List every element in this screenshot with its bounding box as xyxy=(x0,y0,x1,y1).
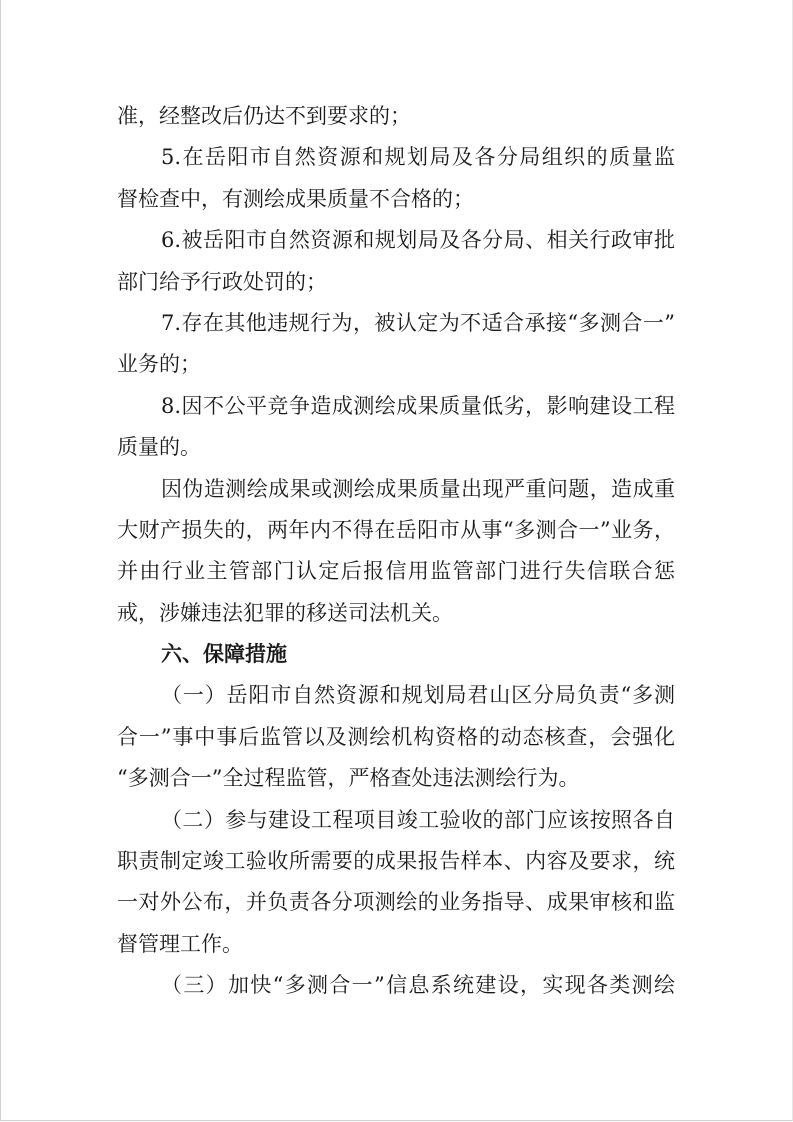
paragraph-line: 大财产损失的，两年内不得在岳阳市从事“多测合一”业务， xyxy=(117,517,675,542)
list-item-7: 7.存在其他违规行为，被认定为不适合承接“多测合一” xyxy=(161,310,675,335)
paragraph-line: 戒，涉嫌违法犯罪的移送司法机关。 xyxy=(117,600,453,625)
measure-item-1: （一）岳阳市自然资源和规划局君山区分局负责“多测 xyxy=(161,683,675,708)
paragraph-line: 督管理工作。 xyxy=(117,931,243,956)
measure-item-2: （二）参与建设工程项目竣工验收的部门应该按照各自 xyxy=(161,807,675,832)
document-body xyxy=(117,96,675,1007)
paragraph-line: 部门给予行政处罚的； xyxy=(117,269,327,294)
paragraph-line: 督检查中，有测绘成果质量不合格的； xyxy=(117,186,474,211)
paragraph-line: 准，经整改后仍达不到要求的； xyxy=(117,104,411,128)
paragraph-line: 一对外公布，并负责各分项测绘的业务指导、成果审核和监 xyxy=(117,890,675,915)
paragraph-line: 质量的。 xyxy=(117,435,201,460)
paragraph-line: “多测合一”全过程监管，严格查处违法测绘行为。 xyxy=(117,766,580,791)
list-item-8: 8.因不公平竞争造成测绘成果质量低劣，影响建设工程 xyxy=(161,393,675,418)
paragraph-line: 合一”事中事后监管以及测绘机构资格的动态核查，会强化 xyxy=(117,724,675,749)
paragraph-line: 职责制定竣工验收所需要的成果报告样本、内容及要求，统 xyxy=(117,849,675,874)
paragraph-line: 业务的； xyxy=(117,352,201,377)
paragraph-start: 因伪造测绘成果或测绘成果质量出现严重问题，造成重 xyxy=(161,476,675,501)
measure-item-3: （三）加快“多测合一”信息系统建设，实现各类测绘 xyxy=(161,973,675,998)
list-item-5: 5.在岳阳市自然资源和规划局及各分局组织的质量监 xyxy=(161,145,675,170)
list-item-6: 6.被岳阳市自然资源和规划局及各分局、相关行政审批 xyxy=(161,228,675,253)
section-heading: 六、保障措施 xyxy=(161,642,287,667)
paragraph-line: 并由行业主管部门认定后报信用监管部门进行失信联合惩 xyxy=(117,559,675,584)
